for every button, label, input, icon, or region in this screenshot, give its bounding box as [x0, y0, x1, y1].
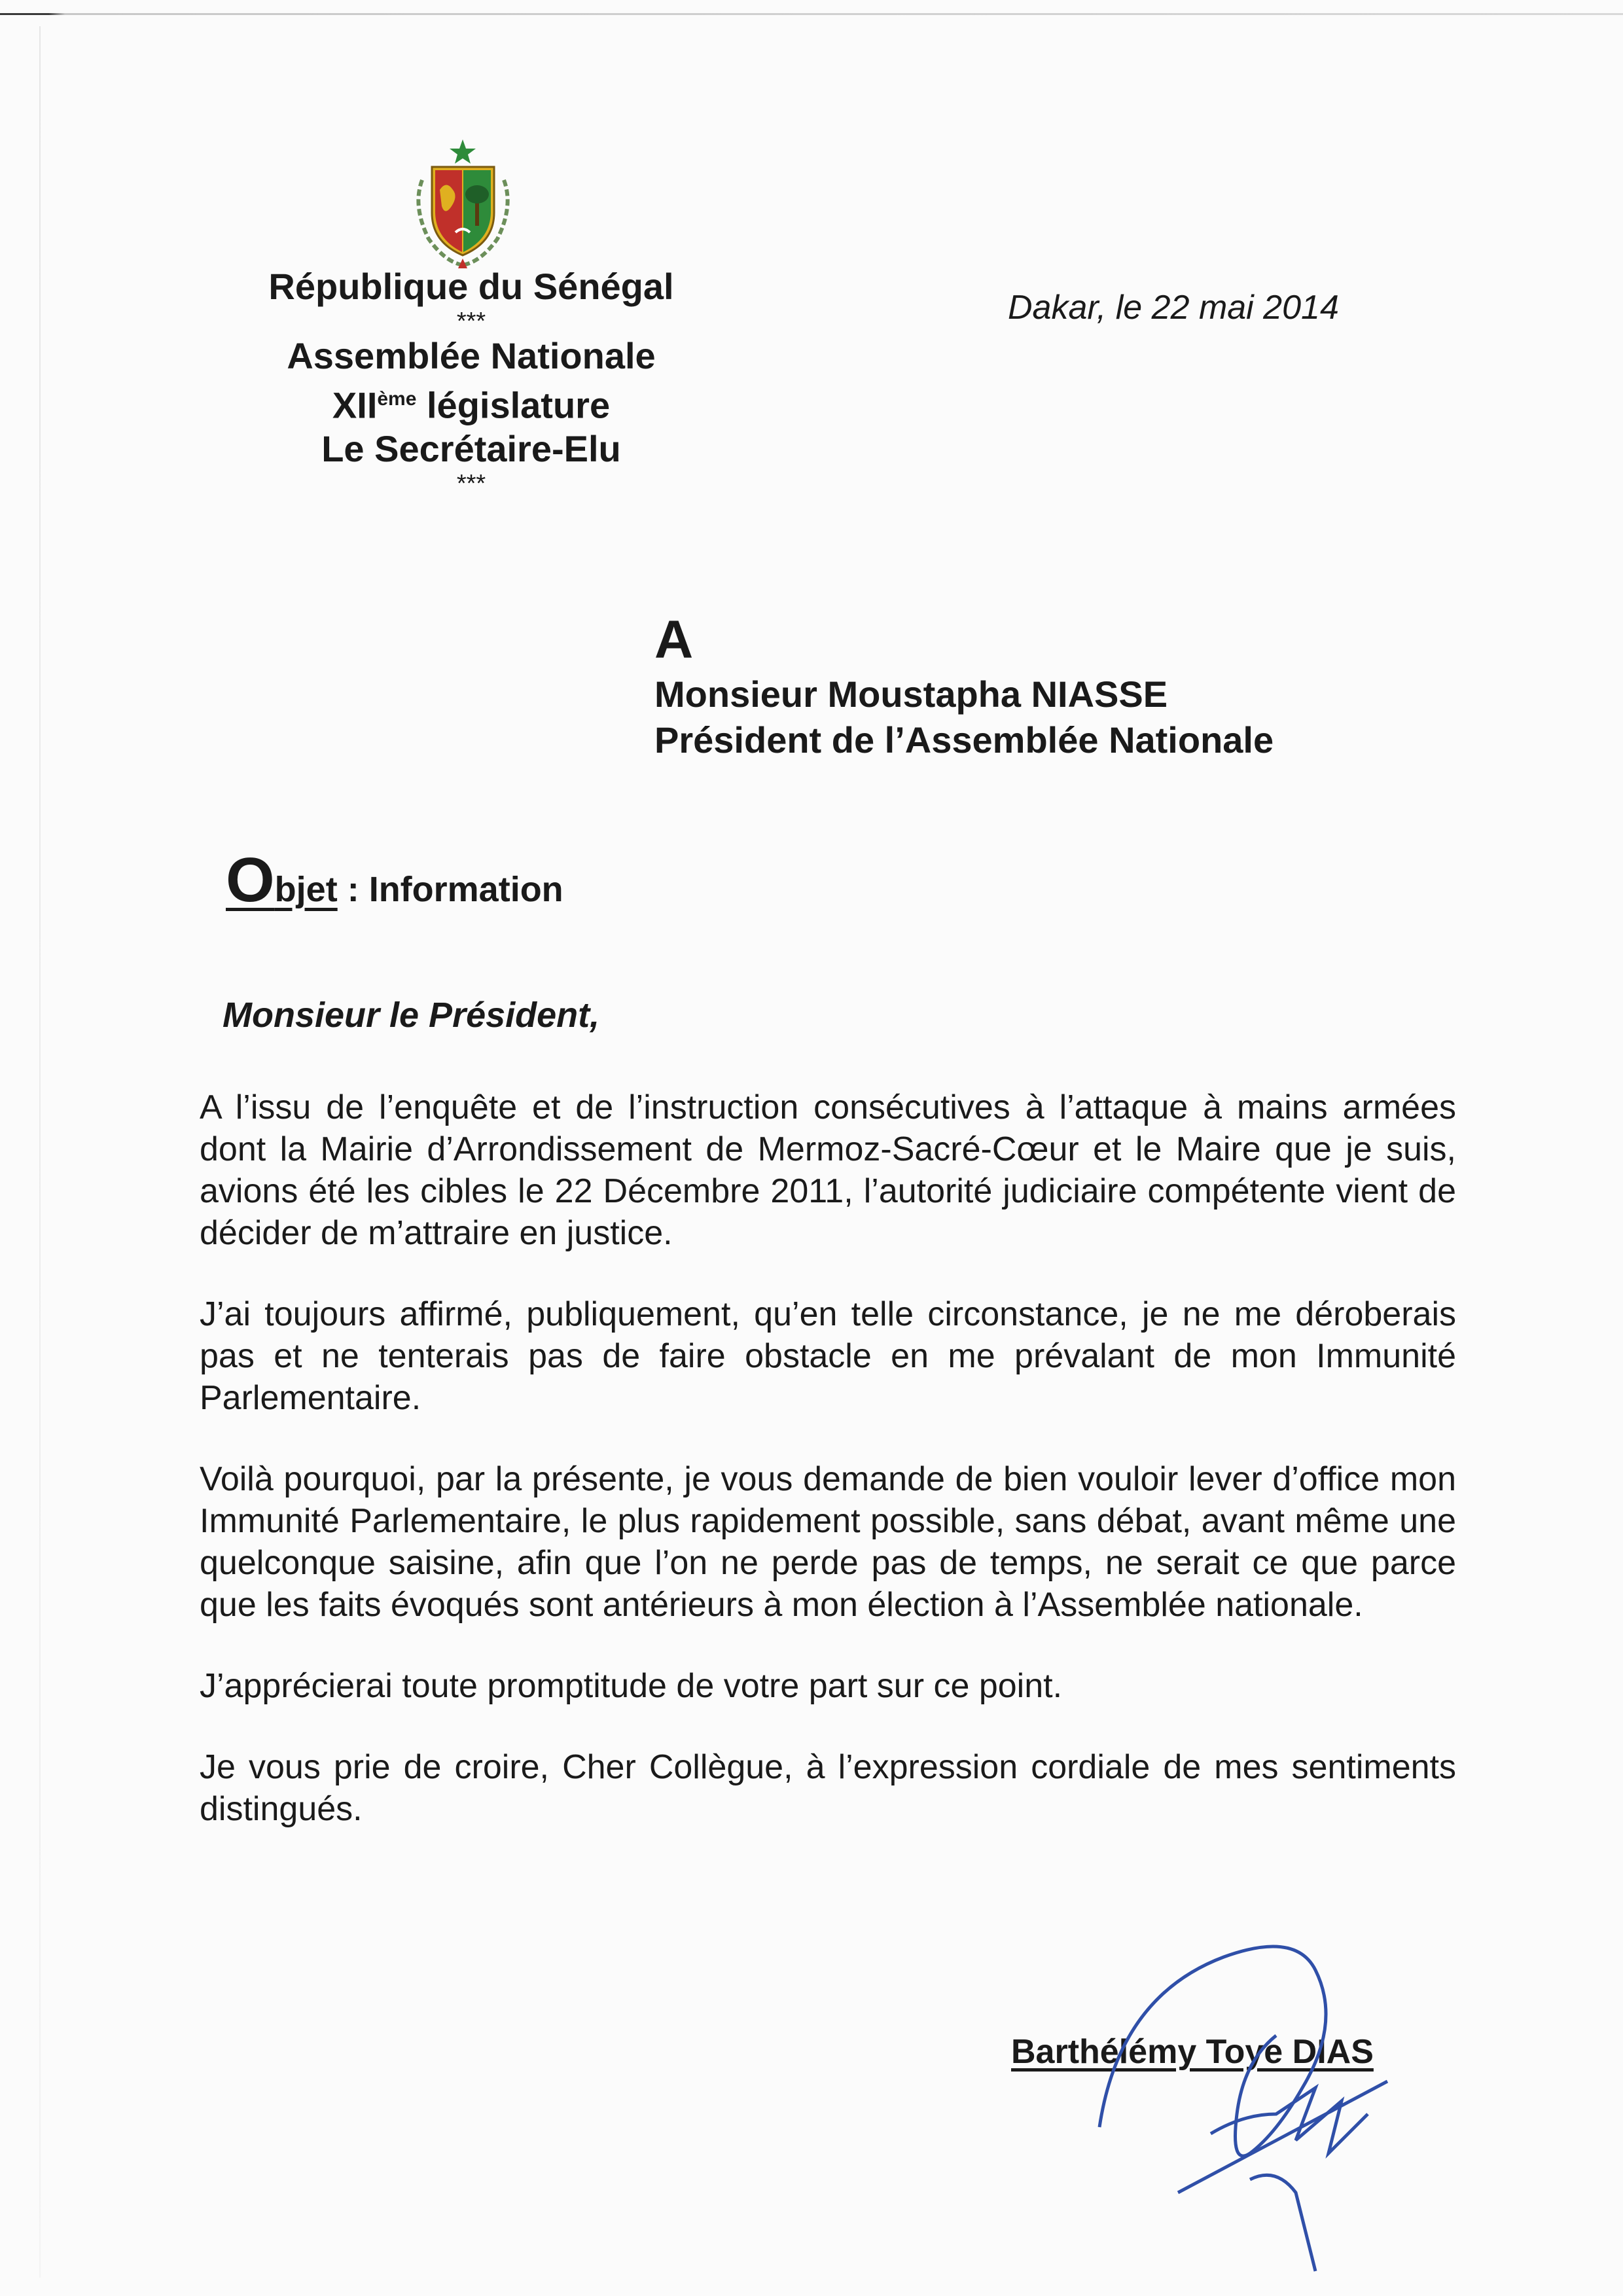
legislature-suffix: ème — [377, 388, 417, 410]
subject-separator: : — [337, 870, 369, 909]
subject-label-initial: O — [226, 845, 275, 915]
recipient-prefix: A — [654, 610, 694, 670]
body-paragraph: J’apprécierai toute promptitude de votre part sur ce point. — [200, 1667, 1063, 1705]
body-paragraph: Voilà pourquoi, par la présente, je vous demande de bien vouloir lever d’office mon Immunité Parlementaire, le plus rapidement possible, sans débat, avant même une quelconque saisine, afin que l’on ne perde pas de temps, ne serait ce que parce que les faits évoqués sont antérieurs à mon élection à l’Assemblée nationale. — [200, 1460, 1456, 1624]
recipient-title: Président de l’Assemblée Nationale — [654, 719, 1274, 761]
legislature-line — [209, 378, 733, 427]
date-line: Dakar, le 22 mai 2014 — [1008, 289, 1339, 327]
handwritten-signature-icon — [1080, 1918, 1420, 2284]
letter-body — [200, 1086, 1456, 1869]
signatory-name: Barthélémy Toye DIAS — [1011, 2033, 1374, 2071]
body-paragraph: Je vous prie de croire, Cher Collègue, à l’expression cordiale de mes sentiments distingués. — [200, 1748, 1456, 1828]
legislature-number: XII — [332, 384, 378, 426]
subject-value: Information — [368, 870, 563, 909]
header-separator: *** — [456, 308, 486, 335]
scan-border-top — [0, 13, 1623, 15]
sender-header — [209, 265, 733, 497]
salutation: Monsieur le Président, — [223, 996, 600, 1035]
sender-role: Le Secrétaire-Elu — [321, 427, 621, 469]
country-name: République du Sénégal — [268, 266, 674, 307]
scan-border-left — [39, 26, 41, 2278]
header-separator: *** — [456, 469, 486, 497]
recipient-block — [654, 609, 1274, 763]
legislature-word: législature — [426, 384, 611, 426]
body-paragraph: A l’issu de l’enquête et de l’instruction consécutives à l’attaque à mains armées dont la Mairie d’Arrondissement de Mermoz-Sacré-Cœur et le Maire que je suis, avions été les cibles le 22 Décembre 2011, l’autorité judiciaire compétente vient de décider de m’attraire en justice. — [200, 1088, 1456, 1252]
subject-line — [226, 844, 563, 916]
body-paragraph: J’ai toujours affirmé, publiquement, qu’en telle circonstance, je ne me déroberais pas et ne tenterais pas de faire obstacle en me prévalant de mon Immunité Parlementaire. — [200, 1295, 1456, 1417]
recipient-name: Monsieur Moustapha NIASSE — [654, 673, 1168, 715]
senegal-coat-of-arms-icon — [393, 134, 533, 275]
institution-name: Assemblée Nationale — [287, 335, 656, 376]
subject-label-rest: bjet — [274, 870, 338, 909]
subject-label — [226, 845, 338, 915]
